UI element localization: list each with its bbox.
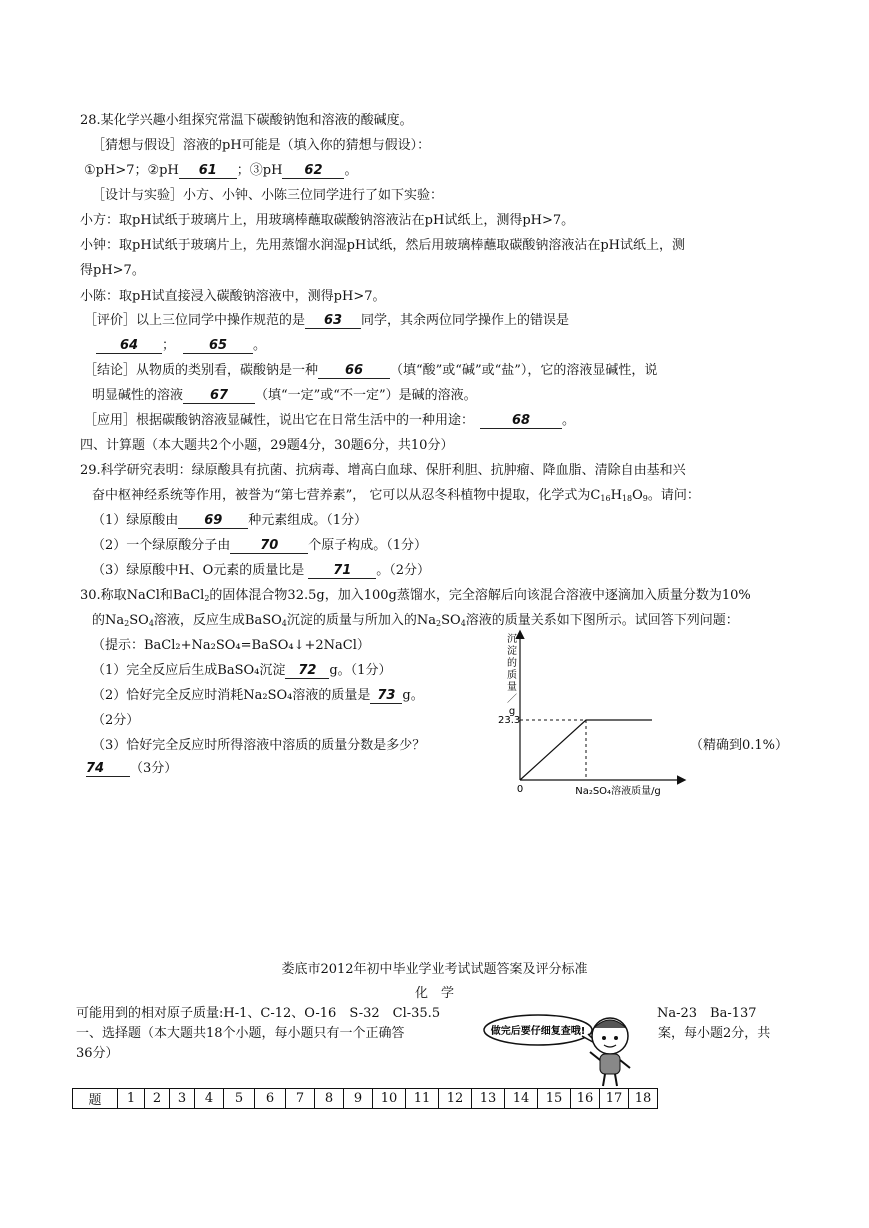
q29-p2a: （2）一个绿原酸分子由: [92, 538, 231, 553]
chart-y-label: 沉淀的质量／ g: [507, 634, 517, 717]
answer-cell-number: 4: [195, 1089, 224, 1109]
answer-cell-number: 15: [538, 1089, 571, 1109]
chart-x-label: Na₂SO₄溶液质量/g: [575, 786, 661, 797]
chart-origin-label: 0: [516, 784, 524, 795]
blank-68[interactable]: 68: [480, 413, 562, 429]
formula-sub: 2: [204, 594, 210, 603]
answer-table-header-row: [73, 1089, 658, 1109]
blank-74[interactable]: 74: [86, 761, 130, 777]
mascot-illustration: [482, 1008, 652, 1090]
q28-sep2: ；: [162, 338, 176, 353]
q28-eval-a: ［评价］以上三位同学中操作规范的是: [84, 313, 306, 328]
answer-cell-number: 11: [406, 1089, 439, 1109]
q29-l2b: 。请问：: [647, 488, 700, 503]
blank-67[interactable]: 67: [183, 388, 255, 404]
formula-sub: 18: [621, 494, 633, 503]
q30-line1: [80, 587, 751, 608]
q28-concl-a: ［结论］从物质的类别看，碳酸钠是一种: [84, 363, 319, 378]
q28-conclusion: [84, 362, 657, 380]
atomic-masses-b: Na-23 Ba-137: [657, 1006, 757, 1021]
q29-l2a: 奋中枢神经系统等作用，被誉为“第七营养素”， 它可以从忍冬科植物中提取，化学式为C: [92, 488, 601, 503]
q28-concl-c: 明显碱性的溶液: [92, 388, 184, 403]
speech-bubble-text: 做完后要仔细复查哦!: [490, 1026, 586, 1037]
q28-end3: 。: [562, 413, 576, 428]
blank-73[interactable]: 73: [370, 688, 402, 704]
q29-part3: [92, 562, 430, 580]
q29-p3a: （3）绿原酸中H、O元素的质量比是: [92, 563, 305, 578]
q30-l1: 30.称取NaCl和BaCl: [80, 588, 205, 603]
q30-precision: （精确到0.1%）: [690, 738, 789, 753]
blank-63[interactable]: 63: [305, 313, 361, 329]
section-1-heading-b: 案，每小题2分，共: [658, 1026, 771, 1041]
blank-62[interactable]: 62: [282, 163, 344, 179]
q30-l1b: 的固体混合物32.5g，加入100g蒸馏水，完全溶解后向该混合溶液中逐滴加入质量分数为10%: [209, 588, 751, 603]
answer-cell-number: 17: [600, 1089, 629, 1109]
q28-eval: [84, 312, 569, 330]
section-1-heading-c: 36分）: [76, 1046, 119, 1061]
blank-69[interactable]: 69: [178, 513, 248, 529]
answer-cell-number: 1: [118, 1089, 145, 1109]
q30-p3b: （3分）: [130, 761, 178, 776]
formula-sub: 2: [436, 619, 442, 628]
q30-hint: （提示：BaCl₂+Na₂SO₄=BaSO₄↓+2NaCl）: [92, 638, 370, 653]
answer-cell-number: 12: [439, 1089, 472, 1109]
q28-guess: ［猜想与假设］溶液的pH可能是（填入你的猜想与假设）：: [92, 138, 431, 153]
q30-l2d: 沉淀的质量与所加入的Na: [286, 613, 437, 628]
formula-sub: 2: [124, 619, 130, 628]
answer-cell-number: 10: [373, 1089, 406, 1109]
q30-p2b: g。: [402, 688, 424, 703]
q28-concl-b: （填“酸”或“碱”或“盐”），它的溶液显碱性，说: [390, 363, 658, 378]
q30-part1: [92, 662, 391, 680]
q30-part3: （3）恰好完全反应时所得溶液中溶质的质量分数是多少？: [92, 738, 426, 753]
q29-p2b: 个原子构成。（1分）: [308, 538, 428, 553]
formula-sub: 4: [281, 619, 287, 628]
q30-l2a: 的Na: [92, 613, 125, 628]
blank-64[interactable]: 64: [96, 338, 162, 354]
mascot-figure-icon: [590, 1018, 630, 1086]
q28-concl-d: （填“一定”或“不一定”）是碱的溶液。: [255, 388, 477, 403]
q28-zhong-line2: 得pH>7。: [80, 263, 145, 278]
answer-cell-number: 18: [629, 1089, 658, 1109]
q28-opt1: ①pH>7；②pH: [84, 163, 179, 178]
q28-design: ［设计与实验］小方、小钟、小陈三位同学进行了如下实验：: [92, 188, 444, 203]
q28-title: 28.某化学兴趣小组探究常温下碳酸钠饱和溶液的酸碱度。: [80, 113, 413, 128]
formula-sub: 9: [642, 494, 648, 503]
q30-p1b: g。（1分）: [329, 663, 392, 678]
answer-cell-number: 7: [286, 1089, 315, 1109]
answer-cell-number: 2: [145, 1089, 170, 1109]
q30-l2f: 溶液的质量关系如下图所示。试回答下列问题：: [465, 613, 739, 628]
q28-end1: 。: [344, 163, 358, 178]
q30-part2: [92, 687, 424, 705]
section-4-heading: 四、计算题（本大题共2个小题，29题4分，30题6分，共10分）: [80, 438, 454, 453]
q28-conclusion-2: [92, 387, 477, 405]
q28-app-a: ［应用］根据碳酸钠溶液显碱性，说出它在日常生活中的一种用途：: [84, 413, 475, 428]
q29-p1a: （1）绿原酸由: [92, 513, 179, 528]
precipitate-chart: [498, 628, 688, 800]
formula-sub: 16: [600, 494, 611, 503]
answer-table: [72, 1088, 658, 1109]
answer-cell-number: 8: [315, 1089, 344, 1109]
formula-sub: 4: [148, 619, 154, 628]
q28-chen: 小陈：取pH试直接浸入碳酸钠溶液中，测得pH>7。: [80, 289, 386, 304]
q30-part3-answer: [86, 760, 177, 778]
blank-61[interactable]: 61: [179, 163, 237, 179]
q28-eval-b: 同学，其余两位同学操作上的错误是: [361, 313, 570, 328]
q30-l2c: 溶液，反应生成BaSO: [153, 613, 282, 628]
chart-y-tick-label: 23.3: [498, 715, 521, 726]
answer-cell-number: 16: [571, 1089, 600, 1109]
blank-70[interactable]: 70: [230, 538, 308, 554]
q29-part2: [92, 537, 427, 555]
formula-h: H: [610, 488, 622, 503]
answer-key-subject: 化 学: [414, 986, 454, 1001]
q29-line1: 29.科学研究表明：绿原酸具有抗菌、抗病毒、增高白血球、保肝利胆、抗肿瘤、降血脂、清除自由基和兴: [80, 463, 686, 478]
blank-72[interactable]: 72: [285, 663, 329, 679]
q30-p1a: （1）完全反应后生成BaSO₄沉淀: [92, 663, 286, 678]
q28-application: [84, 412, 575, 430]
q30-p2a: （2）恰好完全反应时消耗Na₂SO₄溶液的质量是: [92, 688, 371, 703]
q29-line2: [92, 487, 700, 508]
q29-p1b: 种元素组成。（1分）: [248, 513, 368, 528]
formula-o: O: [632, 488, 643, 503]
q29-part1: [92, 512, 367, 530]
answer-cell-number: 9: [344, 1089, 373, 1109]
q30-l2b: SO: [129, 613, 149, 628]
blank-66[interactable]: 66: [318, 363, 390, 379]
q28-eval-blanks: [96, 337, 266, 355]
q30-part2-score: （2分）: [92, 713, 140, 728]
answer-cell-number: 6: [255, 1089, 286, 1109]
answer-cell-number: 14: [505, 1089, 538, 1109]
answer-cell-number: 3: [170, 1089, 195, 1109]
blank-71[interactable]: 71: [308, 563, 376, 579]
q30-l2e: SO: [441, 613, 461, 628]
q28-options: [84, 162, 357, 180]
q28-zhong-line1: 小钟：取pH试纸于玻璃片上，先用蒸馏水润湿pH试纸，然后用玻璃棒蘸取碳酸钠溶液沾在pH试纸上，测: [80, 238, 685, 253]
atomic-masses: 可能用到的相对原子质量:H-1、C-12、O-16 S-32 Cl-35.5: [76, 1006, 441, 1021]
table-head-label: 题: [73, 1089, 118, 1109]
section-1-heading: 一、选择题（本大题共18个小题，每小题只有一个正确答: [76, 1026, 405, 1041]
q28-sep1: ；③pH: [236, 163, 283, 178]
blank-65[interactable]: 65: [183, 338, 253, 354]
answer-cell-number: 13: [472, 1089, 505, 1109]
q28-end2: 。: [253, 338, 267, 353]
answer-cell-number: 5: [224, 1089, 255, 1109]
answer-key-title: 娄底市2012年初中毕业学业考试试题答案及评分标准: [281, 962, 588, 977]
formula-sub: 4: [460, 619, 466, 628]
q29-p3b: 。（2分）: [376, 563, 431, 578]
q28-fang: 小方：取pH试纸于玻璃片上，用玻璃棒蘸取碳酸钠溶液沾在pH试纸上，测得pH>7。: [80, 213, 575, 228]
